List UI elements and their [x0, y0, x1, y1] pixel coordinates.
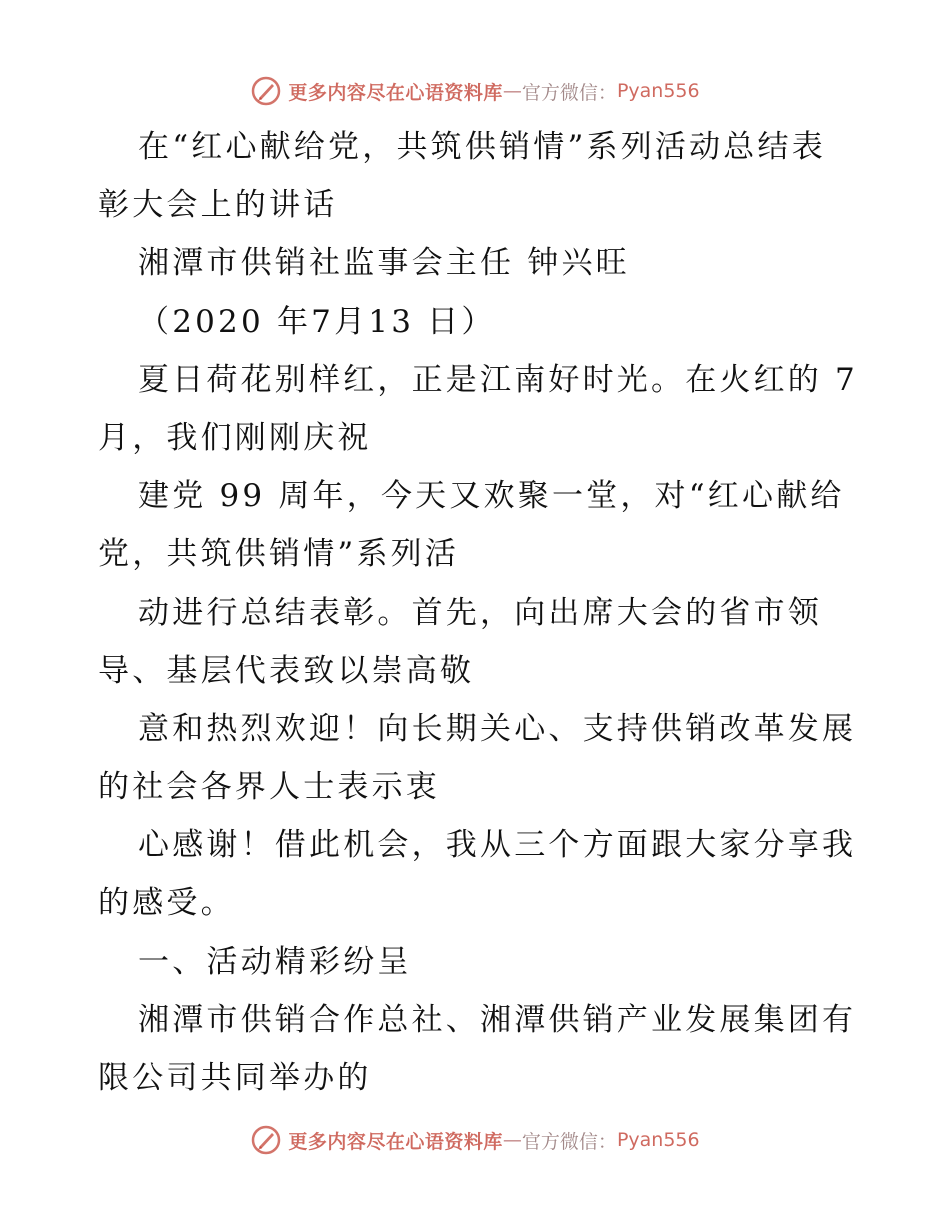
text-line: 彰大会上的讲话: [98, 187, 338, 224]
header-watermark: [0, 71, 950, 111]
text-line: 导、基层代表致以崇高敬: [98, 652, 475, 689]
text-line: 在“红心献给党，共筑供销情”系列活动总结表: [138, 129, 826, 165]
text-line: 的社会各界人士表示衷: [98, 769, 440, 806]
watermark-label: 官方微信：: [521, 81, 617, 104]
document-body: [98, 118, 868, 1107]
watermark-brand: 更多内容尽在心语资料库: [288, 1130, 503, 1153]
text-line: 限公司共同举办的: [98, 1060, 372, 1096]
footer-watermark: [0, 1120, 950, 1160]
text-line: 的感受。: [98, 885, 235, 922]
watermark-label: 官方微信：: [521, 1130, 617, 1153]
watermark-wechat-id: Pyan556: [616, 80, 700, 102]
text-line: 意和热烈欢迎！向长期关心、支持供销改革发展: [138, 710, 857, 747]
quill-logo-icon: [250, 1124, 282, 1156]
text-line: （2020 年7月13 日）: [138, 303, 496, 340]
watermark-dash: —: [502, 80, 522, 102]
text-line: 湘潭市供销社监事会主任 钟兴旺: [138, 245, 630, 282]
text-line: 动进行总结表彰。首先，向出席大会的省市领: [138, 594, 822, 631]
quill-logo-icon: [250, 75, 282, 107]
text-line: 月，我们刚刚庆祝: [98, 419, 372, 456]
text-line: 湘潭市供销合作总社、湘潭供销产业发展集团有: [138, 1001, 857, 1038]
text-line: 建党 99 周年，今天又欢聚一堂，对“红心献给: [138, 478, 845, 515]
watermark-brand: 更多内容尽在心语资料库: [288, 81, 503, 104]
text-line: 夏日荷花别样红，正是江南好时光。在火红的 7: [138, 361, 858, 398]
text-line: 心感谢！借此机会，我从三个方面跟大家分享我: [138, 827, 857, 864]
text-line: 一、活动精彩纷呈: [138, 943, 412, 980]
watermark-dash: —: [502, 1129, 522, 1151]
watermark-wechat-id: Pyan556: [616, 1129, 700, 1151]
text-line: 党，共筑供销情”系列活: [98, 536, 460, 573]
